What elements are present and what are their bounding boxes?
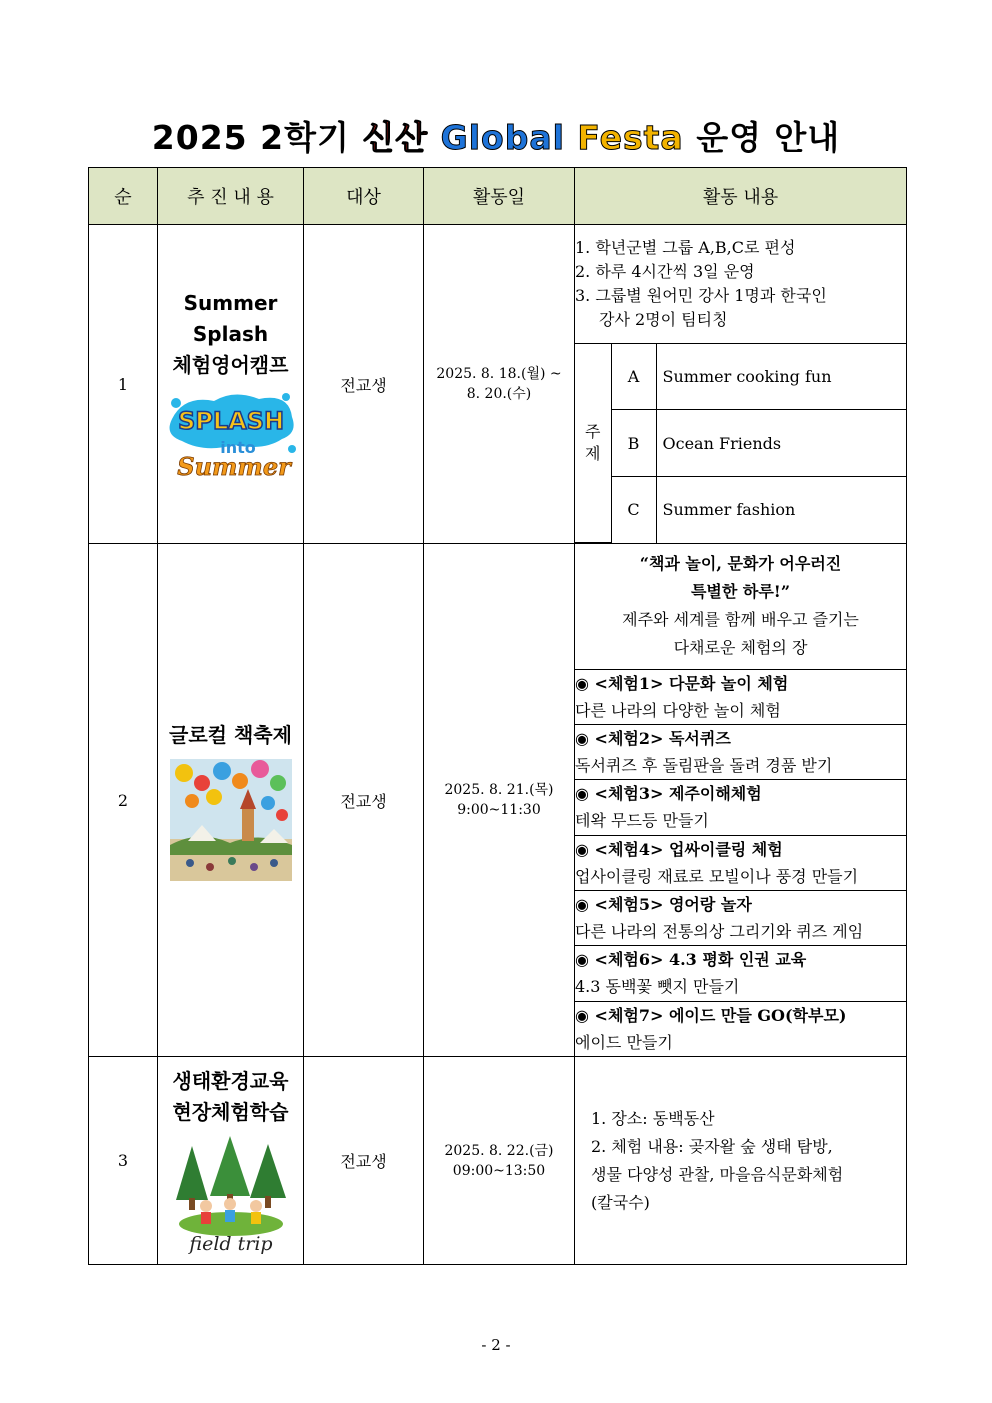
title-shinsan: 신산 [362,118,429,157]
header-row [89,168,907,225]
date-cell: 2025. 8. 21.(목) 9:00~11:30 [424,544,575,1057]
title-festa: Festa [577,118,684,157]
program-title: Summer Splash 체험영어캠프 [172,290,289,377]
program-cell [158,544,304,1057]
table-row [89,225,907,544]
title-suffix: 운영 안내 [696,118,841,157]
theme-value: Ocean Friends [656,410,906,476]
experience-item: ◉ <체험4> 업싸이클링 체험 업사이클링 재료로 모빌이나 풍경 만들기 [575,835,906,890]
splash-summer-logo [164,389,298,481]
schedule-table [88,167,907,1265]
book-festival-image [170,759,292,881]
logo-word-splash: SPLASH [177,406,284,435]
theme-key: B [611,410,656,476]
title-year: 2025 2학기 [151,118,350,157]
program-title: 생태환경교육 현장체험학습 [172,1068,289,1124]
header-date: 활동일 [424,168,575,225]
festival-slogan: “책과 놀이, 문화가 어우러진 특별한 하루!” 제주와 세계를 함께 배우고 즐기는 다채로운 체험의 장 [575,544,906,669]
theme-row [575,410,906,476]
festival-content [575,544,906,1056]
page-number: - 2 - [481,1336,511,1354]
program-cell [158,1057,304,1265]
theme-label: 주제 [575,344,611,543]
date-cell: 2025. 8. 18.(월) ~ 8. 20.(수) [424,225,575,544]
date-cell: 2025. 8. 22.(금) 09:00~13:50 [424,1057,575,1265]
page-title [0,112,992,159]
target-cell: 전교생 [304,544,424,1057]
target-cell: 전교생 [304,225,424,544]
theme-key: A [611,344,656,410]
table-row [89,544,907,1057]
program-cell [158,225,304,544]
theme-row [575,476,906,542]
logo-word-into: into [219,437,256,457]
header-program: 추 진 내 용 [158,168,304,225]
experience-item: ◉ <체험2> 독서퀴즈 독서퀴즈 후 돌림판을 돌려 경품 받기 [575,724,906,779]
content-cell [575,544,907,1057]
experience-item: ◉ <체험6> 4.3 평화 인권 교육 4.3 동백꽃 뺏지 만들기 [575,946,906,1001]
content-cell: 1. 장소: 동백동산 2. 체험 내용: 곶자왈 숲 생태 탐방, 생물 다양성 관찰, 마을음식문화체험 (칼국수) [575,1057,907,1265]
table-row [89,1057,907,1265]
header-content: 활동 내용 [575,168,907,225]
field-trip-caption: field trip [188,1232,273,1255]
theme-value: Summer cooking fun [656,344,906,410]
row-number: 3 [89,1057,158,1265]
header-target: 대상 [304,168,424,225]
experience-item: ◉ <체험1> 다문화 놀이 체험 다른 나라의 다양한 놀이 체험 [575,669,906,724]
experience-item: ◉ <체험3> 제주이해체험 테왁 무드등 만들기 [575,780,906,835]
camp-content [575,225,906,543]
content-cell [575,225,907,544]
target-cell: 전교생 [304,1057,424,1265]
field-trip-illustration [172,1136,290,1256]
row-number: 1 [89,225,158,544]
logo-word-summer: Summer [176,451,291,481]
row-number: 2 [89,544,158,1057]
experience-item: ◉ <체험7> 에이드 만들 GO(학부모) 에이드 만들기 [575,1001,906,1056]
theme-value: Summer fashion [656,476,906,542]
theme-key: C [611,476,656,542]
title-global: Global [440,118,565,157]
theme-row [575,344,906,410]
header-no: 순 [89,168,158,225]
program-title: 글로컬 책축제 [169,722,292,747]
experience-item: ◉ <체험5> 영어랑 놀자 다른 나라의 전통의상 그리기와 퀴즈 게임 [575,890,906,945]
camp-items: 1. 학년군별 그룹 A,B,C로 편성 2. 하루 4시간씩 3일 운영 3. 그룹별 원어민 강사 1명과 한국인 강사 2명이 팀티칭 [575,225,906,344]
